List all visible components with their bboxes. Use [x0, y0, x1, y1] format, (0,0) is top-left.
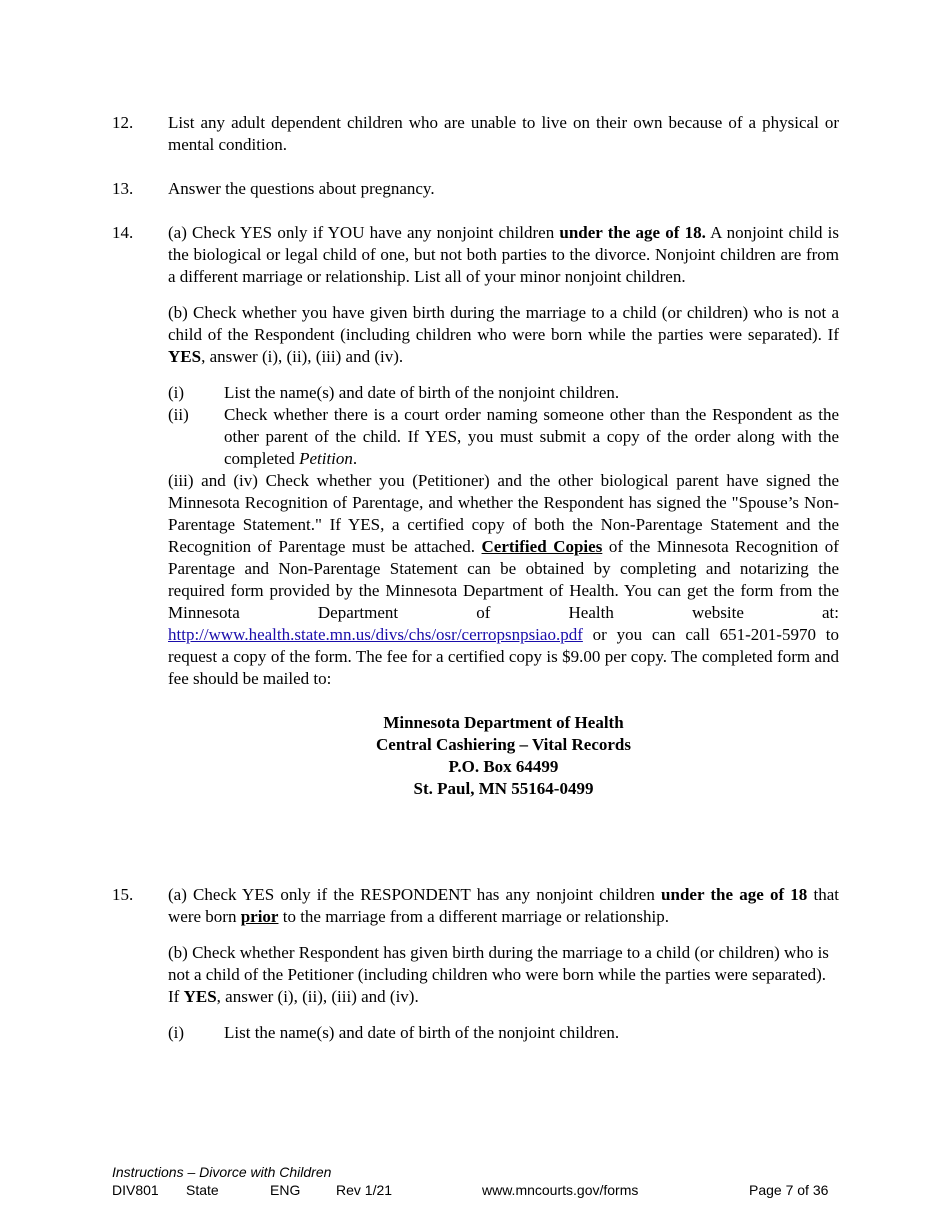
item-15-part-a: (a) Check YES only if the RESPONDENT has any nonjoint children under the age of 18 that were born prior to the marriage from a different marriage or relationship.: [168, 885, 839, 926]
address-line: St. Paul, MN 55164-0499: [413, 779, 594, 798]
footer-revision: Rev 1/21: [336, 1182, 393, 1198]
footer-form-id: DIV801: [112, 1182, 159, 1198]
item-12: [112, 112, 839, 156]
health-form-link[interactable]: http://www.health.state.mn.us/divs/chs/osr/cerropsnpsiao.pdf: [168, 625, 583, 644]
item-number: 12.: [112, 113, 134, 132]
item-number: 13.: [112, 179, 134, 198]
item-13: [112, 178, 839, 200]
item-number: 14.: [112, 223, 134, 242]
item-14-part-a: (a) Check YES only if YOU have any nonjoint children under the age of 18. A nonjoint child is the biological or legal child of one, but not both parties to the divorce. Nonjoint children are from a different marriage or relationship. List all of your minor nonjoint children.: [168, 223, 839, 286]
item-14-sub-i: (i) List the name(s) and date of birth of the nonjoint children.: [168, 383, 620, 402]
item-14-part-iii-iv: (iii) and (iv) Check whether you (Petitioner) and the other biological parent have signed the Minnesota Recognition of Parentage, and whether the Respondent has signed the "Spouse’s Non-Parentage Statement." If YES, a certified copy of both the Non-Parentage Statement and the Recognition of Parentage must be attached. Certified Copies of the Minnesota Recognition of Parentage and Non-Parentage Statement can be obtained by completing and notarizing the required form provided by the Minnesota Department of Health. You can get the form from the Minnesota Department of Health website at: http://www.health.state.mn.us/divs/chs/osr/cerropsnpsiao.pdf or you can call 651-201-5970 to request a copy of the form. The fee for a certified copy is $9.00 per copy. The completed form and fee should be mailed to:: [168, 471, 839, 688]
footer-title: Instructions – Divorce with Children: [112, 1164, 332, 1180]
address-line: Minnesota Department of Health: [383, 713, 624, 732]
item-14-part-b: (b) Check whether you have given birth during the marriage to a child (or children) who is not a child of the Respondent (including children who were born while the parties were separated). If YES, answer (i), (ii), (iii) and (iv).: [168, 303, 839, 366]
item-15-sub-i: (i) List the name(s) and date of birth of the nonjoint children.: [168, 1023, 620, 1042]
address-line: P.O. Box 64499: [448, 757, 559, 776]
address-line: Central Cashiering – Vital Records: [376, 735, 631, 754]
footer-page-number: Page 7 of 36: [749, 1182, 829, 1198]
mailing-address: [168, 712, 839, 800]
item-15: [112, 884, 839, 1044]
item-text: Answer the questions about pregnancy.: [168, 179, 435, 198]
page-footer: [112, 1163, 852, 1199]
footer-website: www.mncourts.gov/forms: [482, 1182, 639, 1198]
item-14: [112, 222, 839, 800]
footer-language: ENG: [270, 1182, 301, 1198]
item-14-sub-ii: (ii) Check whether there is a court order naming someone other than the Respondent as the other parent of the child. If YES, you must submit a copy of the order along with the completed Petition.: [168, 405, 839, 468]
item-text: List any adult dependent children who are unable to live on their own because of a physical or mental condition.: [168, 113, 839, 154]
item-number: 15.: [112, 885, 134, 904]
footer-jurisdiction: State: [186, 1182, 219, 1198]
item-15-part-b: (b) Check whether Respondent has given birth during the marriage to a child (or children) who is not a child of the Petitioner (including children who were born while the parties were separated). If YES, answer (i), (ii), (iii) and (iv).: [168, 943, 829, 1006]
